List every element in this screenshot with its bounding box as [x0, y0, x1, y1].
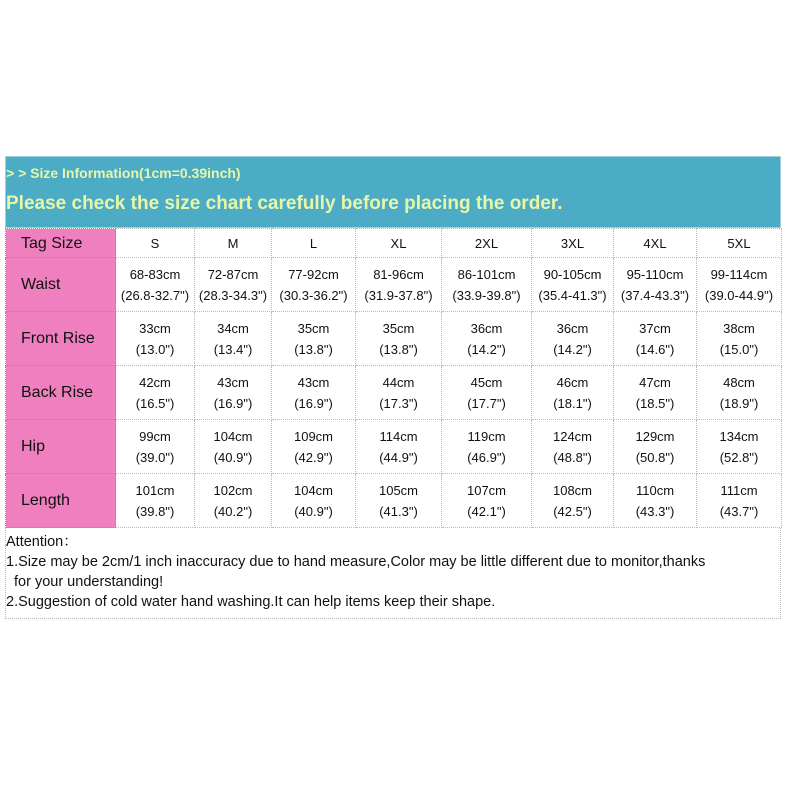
cm-value: 38cm — [723, 320, 755, 336]
cm-value: 101cm — [135, 482, 175, 498]
cm-value: 119cm — [467, 428, 506, 444]
inch-value: (40.9") — [213, 449, 253, 465]
cm-value: 134cm — [719, 428, 759, 444]
tag-size-label: Tag Size — [6, 229, 116, 258]
table-row — [6, 366, 782, 420]
cm-value: 104cm — [213, 428, 253, 444]
note-line-1-continued: for your understanding! — [14, 574, 164, 590]
measurement-cell — [195, 474, 272, 528]
inch-value: (16.9") — [294, 395, 333, 411]
cm-value: 105cm — [378, 482, 419, 498]
inch-value: (15.0") — [719, 341, 759, 357]
inch-value: (39.8") — [135, 503, 175, 519]
cm-value: 99-114cm — [710, 266, 768, 282]
size-header: 3XL — [532, 229, 614, 258]
measurement-cell — [614, 420, 697, 474]
measurement-cell — [697, 258, 782, 312]
measurement-cell — [532, 474, 614, 528]
cm-value: 77-92cm — [288, 266, 339, 282]
size-header: 4XL — [614, 229, 697, 258]
measurement-cell — [614, 258, 697, 312]
inch-value: (33.9-39.8") — [452, 287, 521, 303]
cm-value: 104cm — [293, 482, 334, 498]
table-row — [6, 420, 782, 474]
measurement-cell — [356, 312, 442, 366]
inch-value: (44.9") — [379, 449, 418, 465]
cm-value: 129cm — [635, 428, 675, 444]
inch-value: (43.3") — [635, 503, 675, 519]
cm-value: 43cm — [217, 374, 249, 390]
attention-notes — [5, 528, 781, 619]
cm-value: 44cm — [382, 374, 415, 390]
inch-value: (14.2") — [467, 341, 506, 357]
size-header: L — [272, 229, 356, 258]
cm-value: 86-101cm — [457, 266, 516, 282]
inch-value: (50.8") — [635, 449, 675, 465]
cm-value: 124cm — [552, 428, 593, 444]
inch-value: (30.3-36.2") — [279, 287, 348, 303]
inch-value: (43.7") — [719, 503, 759, 519]
measurement-cell — [116, 258, 195, 312]
measurement-cell — [272, 312, 356, 366]
measurement-cell — [532, 312, 614, 366]
cm-value: 43cm — [297, 374, 330, 390]
measurement-cell — [356, 366, 442, 420]
table-row — [6, 474, 782, 528]
cm-value: 33cm — [139, 320, 171, 336]
attention-title: Attention： — [6, 534, 78, 550]
inch-value: (14.2") — [553, 341, 592, 357]
measurement-cell — [697, 366, 782, 420]
measurement-cell — [195, 258, 272, 312]
measurement-cell — [116, 366, 195, 420]
cm-value: 102cm — [213, 482, 253, 498]
size-header: 2XL — [442, 229, 532, 258]
inch-value: (39.0") — [135, 449, 175, 465]
cm-value: 35cm — [297, 320, 330, 336]
cm-value: 35cm — [382, 320, 415, 336]
measurement-cell — [356, 258, 442, 312]
measurement-cell — [356, 474, 442, 528]
cm-value: 114cm — [379, 428, 418, 444]
measurement-cell — [116, 474, 195, 528]
inch-value: (31.9-37.8") — [364, 287, 433, 303]
inch-value: (26.8-32.7") — [120, 287, 190, 303]
cm-value: 81-96cm — [373, 266, 424, 282]
inch-value: (40.2") — [213, 503, 253, 519]
note-line-2: 2.Suggestion of cold water hand washing.It can help items keep their shape. — [6, 594, 496, 610]
cm-value: 36cm — [470, 320, 503, 336]
inch-value: (40.9") — [294, 503, 333, 519]
cm-value: 110cm — [635, 482, 675, 498]
size-info-banner — [5, 156, 781, 228]
inch-value: (13.8") — [379, 341, 418, 357]
cm-value: 36cm — [556, 320, 589, 336]
measurement-cell — [532, 366, 614, 420]
inch-value: (37.4-43.3") — [620, 287, 690, 303]
measurement-label: Front Rise — [6, 312, 116, 366]
inch-value: (13.4") — [213, 341, 253, 357]
measurement-cell — [272, 420, 356, 474]
measurement-label: Length — [6, 474, 116, 528]
inch-value: (35.4-41.3") — [538, 287, 607, 303]
size-header: M — [195, 229, 272, 258]
table-header-row — [6, 229, 782, 258]
inch-value: (18.9") — [719, 395, 759, 411]
measurement-cell — [442, 312, 532, 366]
measurement-cell — [272, 366, 356, 420]
size-header: 5XL — [697, 229, 782, 258]
measurement-cell — [116, 420, 195, 474]
check-size-note: Please check the size chart carefully before placing the order. — [6, 193, 563, 214]
inch-value: (13.0") — [135, 341, 175, 357]
cm-value: 42cm — [139, 374, 171, 390]
inch-value: (46.9") — [467, 449, 506, 465]
measurement-cell — [195, 366, 272, 420]
measurement-cell — [614, 312, 697, 366]
measurement-cell — [195, 420, 272, 474]
inch-value: (42.1") — [467, 503, 506, 519]
size-header: XL — [356, 229, 442, 258]
measurement-label: Back Rise — [6, 366, 116, 420]
cm-value: 90-105cm — [543, 266, 602, 282]
inch-value: (52.8") — [719, 449, 759, 465]
measurement-cell — [614, 474, 697, 528]
size-table — [5, 228, 782, 528]
size-chart — [5, 156, 781, 619]
cm-value: 48cm — [723, 374, 755, 390]
cm-value: 109cm — [293, 428, 334, 444]
measurement-cell — [442, 366, 532, 420]
size-header: S — [116, 229, 195, 258]
table-row — [6, 312, 782, 366]
inch-value: (17.7") — [467, 395, 506, 411]
inch-value: (39.0-44.9") — [704, 287, 774, 303]
inch-value: (17.3") — [379, 395, 418, 411]
inch-value: (14.6") — [635, 341, 675, 357]
measurement-cell — [272, 258, 356, 312]
measurement-cell — [697, 474, 782, 528]
inch-value: (18.1") — [553, 395, 592, 411]
inch-value: (18.5") — [635, 395, 675, 411]
inch-value: (16.5") — [135, 395, 175, 411]
cm-value: 46cm — [556, 374, 589, 390]
measurement-cell — [697, 420, 782, 474]
measurement-cell — [272, 474, 356, 528]
inch-value: (48.8") — [553, 449, 592, 465]
cm-value: 68-83cm — [129, 266, 181, 282]
measurement-label: Hip — [6, 420, 116, 474]
cm-value: 37cm — [639, 320, 671, 336]
measurement-cell — [442, 474, 532, 528]
cm-value: 34cm — [217, 320, 249, 336]
inch-value: (28.3-34.3") — [198, 287, 268, 303]
inch-value: (42.5") — [553, 503, 592, 519]
cm-value: 99cm — [139, 428, 171, 444]
measurement-cell — [195, 312, 272, 366]
size-info-heading: > > Size Information(1cm=0.39inch) — [6, 165, 241, 181]
table-row — [6, 258, 782, 312]
cm-value: 108cm — [552, 482, 593, 498]
inch-value: (41.3") — [379, 503, 418, 519]
inch-value: (42.9") — [294, 449, 333, 465]
measurement-cell — [697, 312, 782, 366]
inch-value: (13.8") — [294, 341, 333, 357]
measurement-cell — [532, 420, 614, 474]
measurement-label: Waist — [6, 258, 116, 312]
cm-value: 47cm — [639, 374, 671, 390]
cm-value: 72-87cm — [207, 266, 259, 282]
cm-value: 45cm — [470, 374, 503, 390]
measurement-cell — [442, 258, 532, 312]
note-line-1: 1.Size may be 2cm/1 inch inaccuracy due to hand measure,Color may be little different due to monitor,thanks — [6, 554, 706, 570]
measurement-cell — [356, 420, 442, 474]
measurement-cell — [442, 420, 532, 474]
measurement-cell — [116, 312, 195, 366]
cm-value: 111cm — [720, 482, 758, 498]
measurement-cell — [532, 258, 614, 312]
cm-value: 107cm — [466, 482, 507, 498]
cm-value: 95-110cm — [626, 266, 684, 282]
inch-value: (16.9") — [213, 395, 253, 411]
measurement-cell — [614, 366, 697, 420]
